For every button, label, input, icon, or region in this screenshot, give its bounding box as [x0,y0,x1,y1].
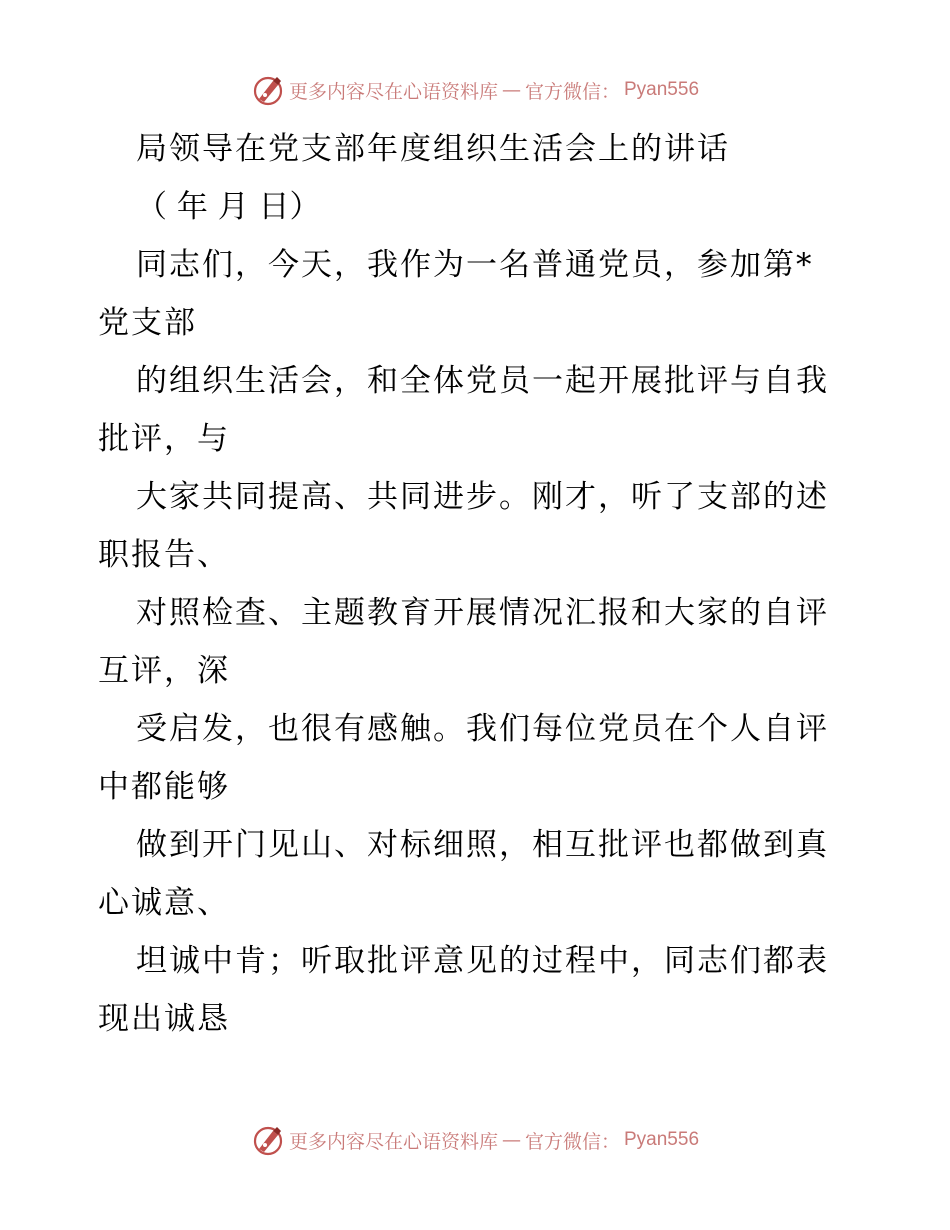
pen-logo-icon [251,73,285,107]
footer-banner-content [251,1123,699,1157]
paragraph-line: 做到开门见山、对标细照，相互批评也都做到真 [136,827,829,863]
document-date: （ 年 月 日） [136,189,321,225]
paragraph-line: 受启发，也很有感触。我们每位党员在个人自评 [136,711,829,747]
banner-text: 更多内容尽在心语资料库 [288,1130,498,1153]
paragraph-line: 互评，深 [98,653,230,689]
paragraph-line: 现出诚恳 [98,1001,230,1037]
paragraph-line: 坦诚中肯；听取批评意见的过程中，同志们都表 [136,943,829,979]
paragraph-line: 对照检查、主题教育开展情况汇报和大家的自评 [136,595,829,631]
pen-logo-icon [251,1123,285,1157]
paragraph-line: 职报告、 [98,537,230,573]
banner-text: 更多内容尽在心语资料库 [288,80,498,103]
paragraph-line: 批评，与 [98,421,230,457]
banner-separator: — [501,79,521,101]
footer-banner [0,1120,950,1160]
banner-separator: — [501,1129,521,1151]
document-title: 局领导在党支部年度组织生活会上的讲话 [136,131,730,167]
banner-wechat-id: Pyan556 [624,79,700,100]
header-banner-content [251,73,699,107]
paragraph-line: 中都能够 [98,769,230,805]
document-body [98,120,858,1048]
banner-wechat-id: Pyan556 [624,1129,700,1150]
paragraph-line: 大家共同提高、共同进步。刚才，听了支部的述 [136,479,829,515]
header-banner [0,70,950,110]
paragraph-line: 的组织生活会，和全体党员一起开展批评与自我 [136,363,829,399]
banner-wechat-label: 官方微信： [524,1130,620,1153]
banner-wechat-label: 官方微信： [524,80,620,103]
paragraph-line: 心诚意、 [98,885,230,921]
paragraph-line: 党支部 [98,305,197,341]
paragraph-line: 同志们，今天，我作为一名普通党员，参加第* [136,247,814,283]
